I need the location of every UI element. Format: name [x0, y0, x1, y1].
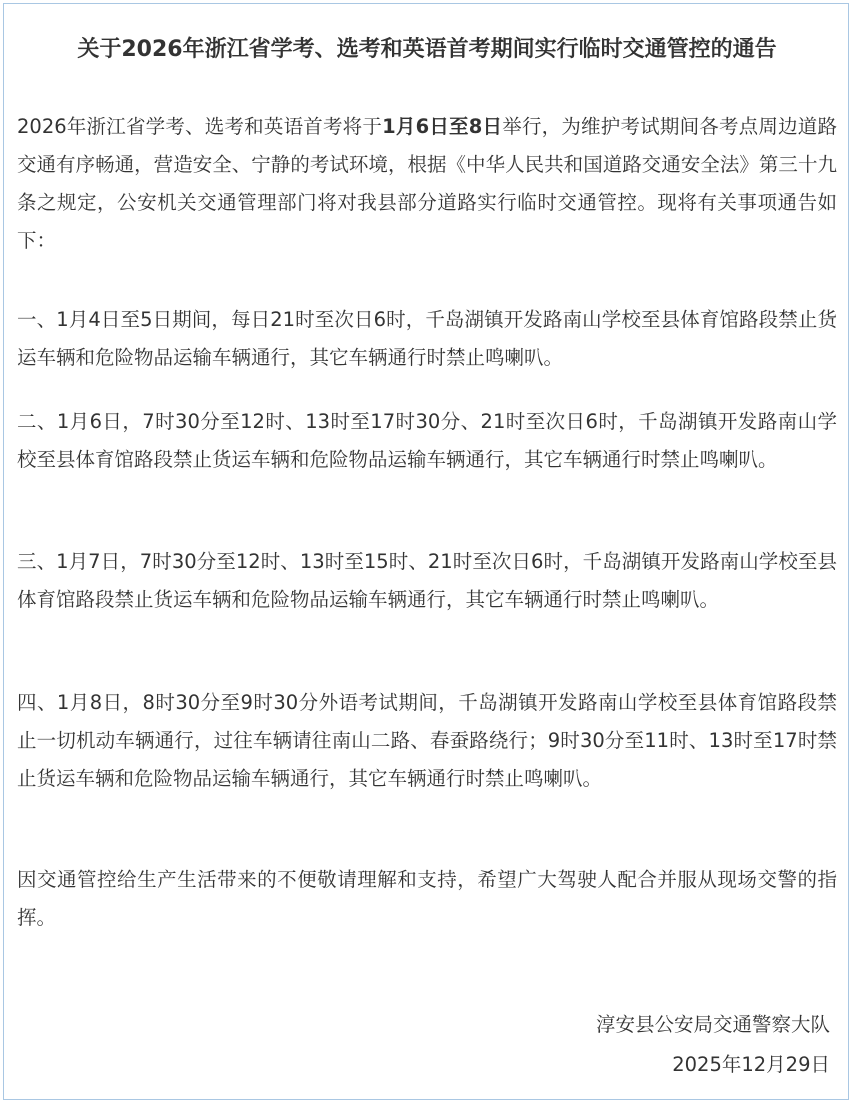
signature-date: 2025年12月29日 [672, 1053, 830, 1076]
intro-text-before: 2026年浙江省学考、选考和英语首考将于 [17, 115, 383, 138]
closing-paragraph: 因交通管控给生产生活带来的不便敬请理解和支持，希望广大驾驶人配合并服从现场交警的指挥。 [17, 868, 837, 929]
intro-text-after: 举行，为维护考试期间各考点周边道路交通有序畅通，营造安全、宁静的考试环境，根据《中华人民共和国道路交通安全法》第三十九条之规定，公安机关交通管理部门将对我县部分道路实行临时交通管控。现将有关事项通告如下： [17, 115, 837, 252]
exam-dates-highlight: 1月6日至8日 [382, 115, 503, 138]
item-2-paragraph: 二、1月6日，7时30分至12时、13时至17时30分、21时至次日6时，千岛湖镇开发路南山学校至县体育馆路段禁止货运车辆和危险物品运输车辆通行，其它车辆通行时禁止鸣喇叭。 [17, 410, 837, 471]
notice-title: 关于2026年浙江省学考、选考和英语首考期间实行临时交通管控的通告 [77, 37, 777, 62]
signature-organization: 淳安县公安局交通警察大队 [595, 1013, 830, 1036]
item-4-paragraph: 四、1月8日，8时30分至9时30分外语考试期间，千岛湖镇开发路南山学校至县体育馆路段禁止一切机动车辆通行，过往车辆请往南山二路、春蚕路绕行；9时30分至11时、13时至17时禁止货运车辆和危险物品运输车辆通行，其它车辆通行时禁止鸣喇叭。 [17, 691, 837, 790]
intro-paragraph [17, 108, 837, 260]
notice-frame [3, 3, 849, 1100]
item-3-paragraph: 三、1月7日，7时30分至12时、13时至15时、21时至次日6时，千岛湖镇开发路南山学校至县体育馆路段禁止货运车辆和危险物品运输车辆通行，其它车辆通行时禁止鸣喇叭。 [17, 550, 837, 611]
item-1-paragraph: 一、1月4日至5日期间，每日21时至次日6时，千岛湖镇开发路南山学校至县体育馆路段禁止货运车辆和危险物品运输车辆通行，其它车辆通行时禁止鸣喇叭。 [17, 308, 837, 369]
